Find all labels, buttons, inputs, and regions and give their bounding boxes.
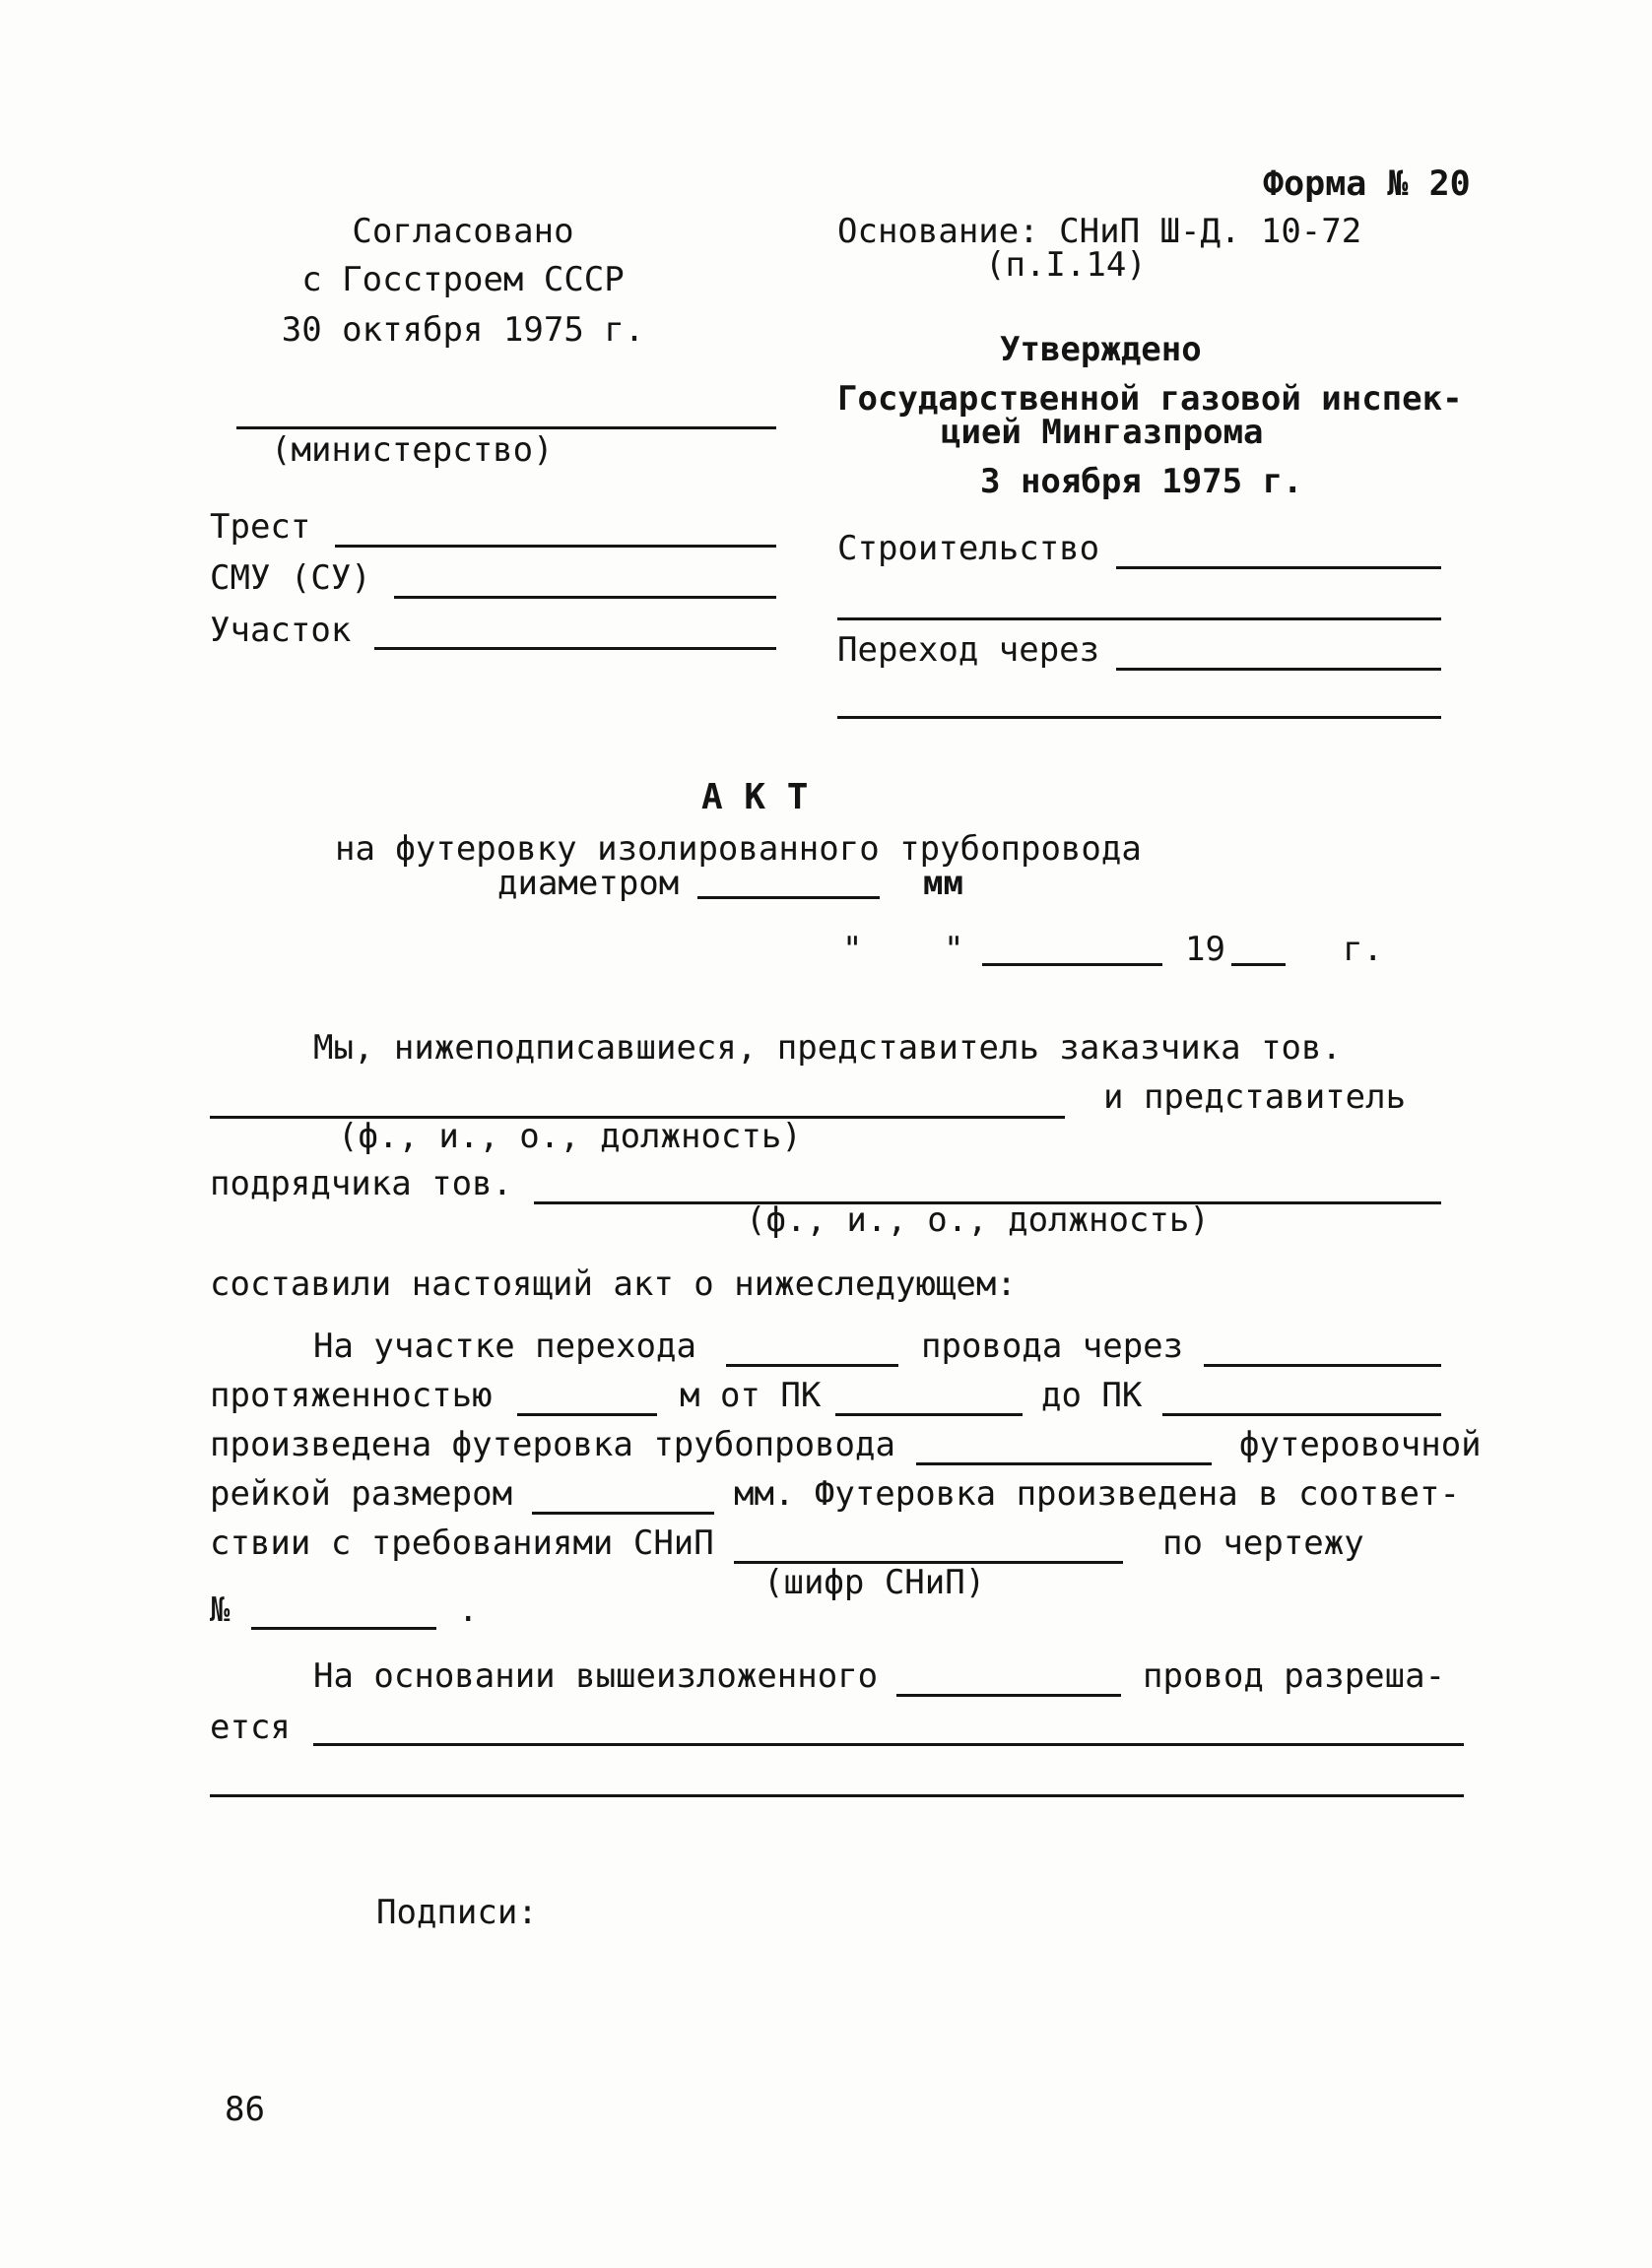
diameter-label: диаметром bbox=[497, 864, 680, 903]
approved-line4: 3 ноября 1975 г. bbox=[980, 462, 1303, 501]
approved-line3: цией Мингазпрома bbox=[941, 413, 1264, 452]
construction-field[interactable] bbox=[1116, 566, 1441, 569]
smu-field[interactable] bbox=[394, 596, 776, 599]
fio-caption-1: (ф., и., о., должность) bbox=[338, 1117, 802, 1156]
approved-line2: Государственной газовой инспек- bbox=[837, 379, 1463, 419]
drawing-no-label: № bbox=[210, 1590, 231, 1630]
p2-l1-b: провода через bbox=[921, 1327, 1184, 1366]
p2-l2-a: протяженностью bbox=[210, 1376, 493, 1415]
page-number: 86 bbox=[225, 2090, 265, 2129]
drawing-no-dot: . bbox=[458, 1590, 479, 1630]
signatures-label: Подписи: bbox=[376, 1893, 538, 1932]
p2-l5-b: по чертежу bbox=[1162, 1523, 1364, 1563]
crossing-section-field[interactable] bbox=[726, 1364, 898, 1367]
pipe-through-field[interactable] bbox=[1204, 1364, 1441, 1367]
p2-l1-a: На участке перехода bbox=[313, 1327, 696, 1366]
p3-l2: ется bbox=[210, 1708, 291, 1747]
date-year-prefix: 19 bbox=[1185, 930, 1225, 969]
crossing-label: Переход через bbox=[837, 630, 1100, 670]
construction-label: Строительство bbox=[837, 529, 1100, 568]
basis-line1: Основание: СНиП Ш-Д. 10-72 bbox=[837, 212, 1362, 251]
smu-label: СМУ (СУ) bbox=[210, 558, 371, 598]
length-field[interactable] bbox=[517, 1413, 657, 1416]
pk-from-field[interactable] bbox=[835, 1413, 1023, 1416]
section-field[interactable] bbox=[374, 647, 776, 650]
snip-caption: (шифр СНиП) bbox=[763, 1563, 986, 1602]
p1-line1: Мы, нижеподписавшиеся, представитель заказчика тов. bbox=[313, 1028, 1342, 1068]
p3-l1-b: провод разреша- bbox=[1143, 1656, 1446, 1696]
trust-label: Трест bbox=[210, 507, 311, 547]
basis-line2: (п.I.14) bbox=[985, 245, 1147, 285]
p2-l3-b: футеровочной bbox=[1239, 1425, 1482, 1464]
act-heading: А К Т bbox=[701, 777, 809, 817]
agreed-line3: 30 октября 1975 г. bbox=[281, 310, 645, 350]
p1-and-rep: и представитель bbox=[1103, 1077, 1407, 1117]
p2-l3-a: произведена футеровка трубопровода bbox=[210, 1425, 895, 1464]
slat-size-field[interactable] bbox=[532, 1512, 714, 1515]
diameter-unit: мм bbox=[923, 864, 963, 903]
approved-line1: Утверждено bbox=[1000, 330, 1202, 369]
date-suffix: г. bbox=[1343, 930, 1383, 969]
p2-l5-a: ствии с требованиями СНиП bbox=[210, 1523, 714, 1563]
date-quote-open: " bbox=[842, 930, 863, 969]
act-subtitle: на футеровку изолированного трубопровода bbox=[335, 829, 1142, 869]
date-quote-close: " bbox=[944, 930, 964, 969]
p3-l1-a: На основании вышеизложенного bbox=[313, 1656, 879, 1696]
ministry-caption: (министерство) bbox=[271, 430, 554, 470]
p2-l2-c: до ПК bbox=[1041, 1376, 1143, 1415]
agreed-line1: Согласовано bbox=[352, 212, 574, 251]
diameter-field[interactable] bbox=[697, 896, 880, 899]
pipe-name-field[interactable] bbox=[896, 1694, 1121, 1697]
compiled-text: составили настоящий акт о нижеследующем: bbox=[210, 1264, 1017, 1304]
permitted-field-2[interactable] bbox=[210, 1794, 1464, 1797]
form-number: Форма № 20 bbox=[1263, 164, 1471, 204]
date-year-field[interactable] bbox=[1231, 963, 1286, 966]
construction-field-2[interactable] bbox=[837, 617, 1441, 620]
p2-l4-a: рейкой размером bbox=[210, 1474, 513, 1514]
agreed-line2: с Госстроем СССР bbox=[301, 260, 625, 299]
pk-to-field[interactable] bbox=[1162, 1413, 1441, 1416]
section-label: Участок bbox=[210, 611, 352, 650]
date-day-month-field[interactable] bbox=[982, 963, 1162, 966]
p2-l4-b: мм. Футеровка произведена в соответ- bbox=[734, 1474, 1460, 1514]
permitted-field[interactable] bbox=[313, 1743, 1464, 1746]
drawing-no-field[interactable] bbox=[251, 1627, 436, 1630]
ministry-line bbox=[236, 426, 776, 429]
trust-field[interactable] bbox=[335, 545, 776, 548]
fio-caption-2: (ф., и., о., должность) bbox=[746, 1200, 1210, 1240]
pipeline-field[interactable] bbox=[916, 1462, 1212, 1465]
p2-l2-b: м от ПК bbox=[680, 1376, 822, 1415]
contractor-label: подрядчика тов. bbox=[210, 1164, 513, 1203]
crossing-field[interactable] bbox=[1116, 668, 1441, 671]
crossing-field-2[interactable] bbox=[837, 716, 1441, 719]
